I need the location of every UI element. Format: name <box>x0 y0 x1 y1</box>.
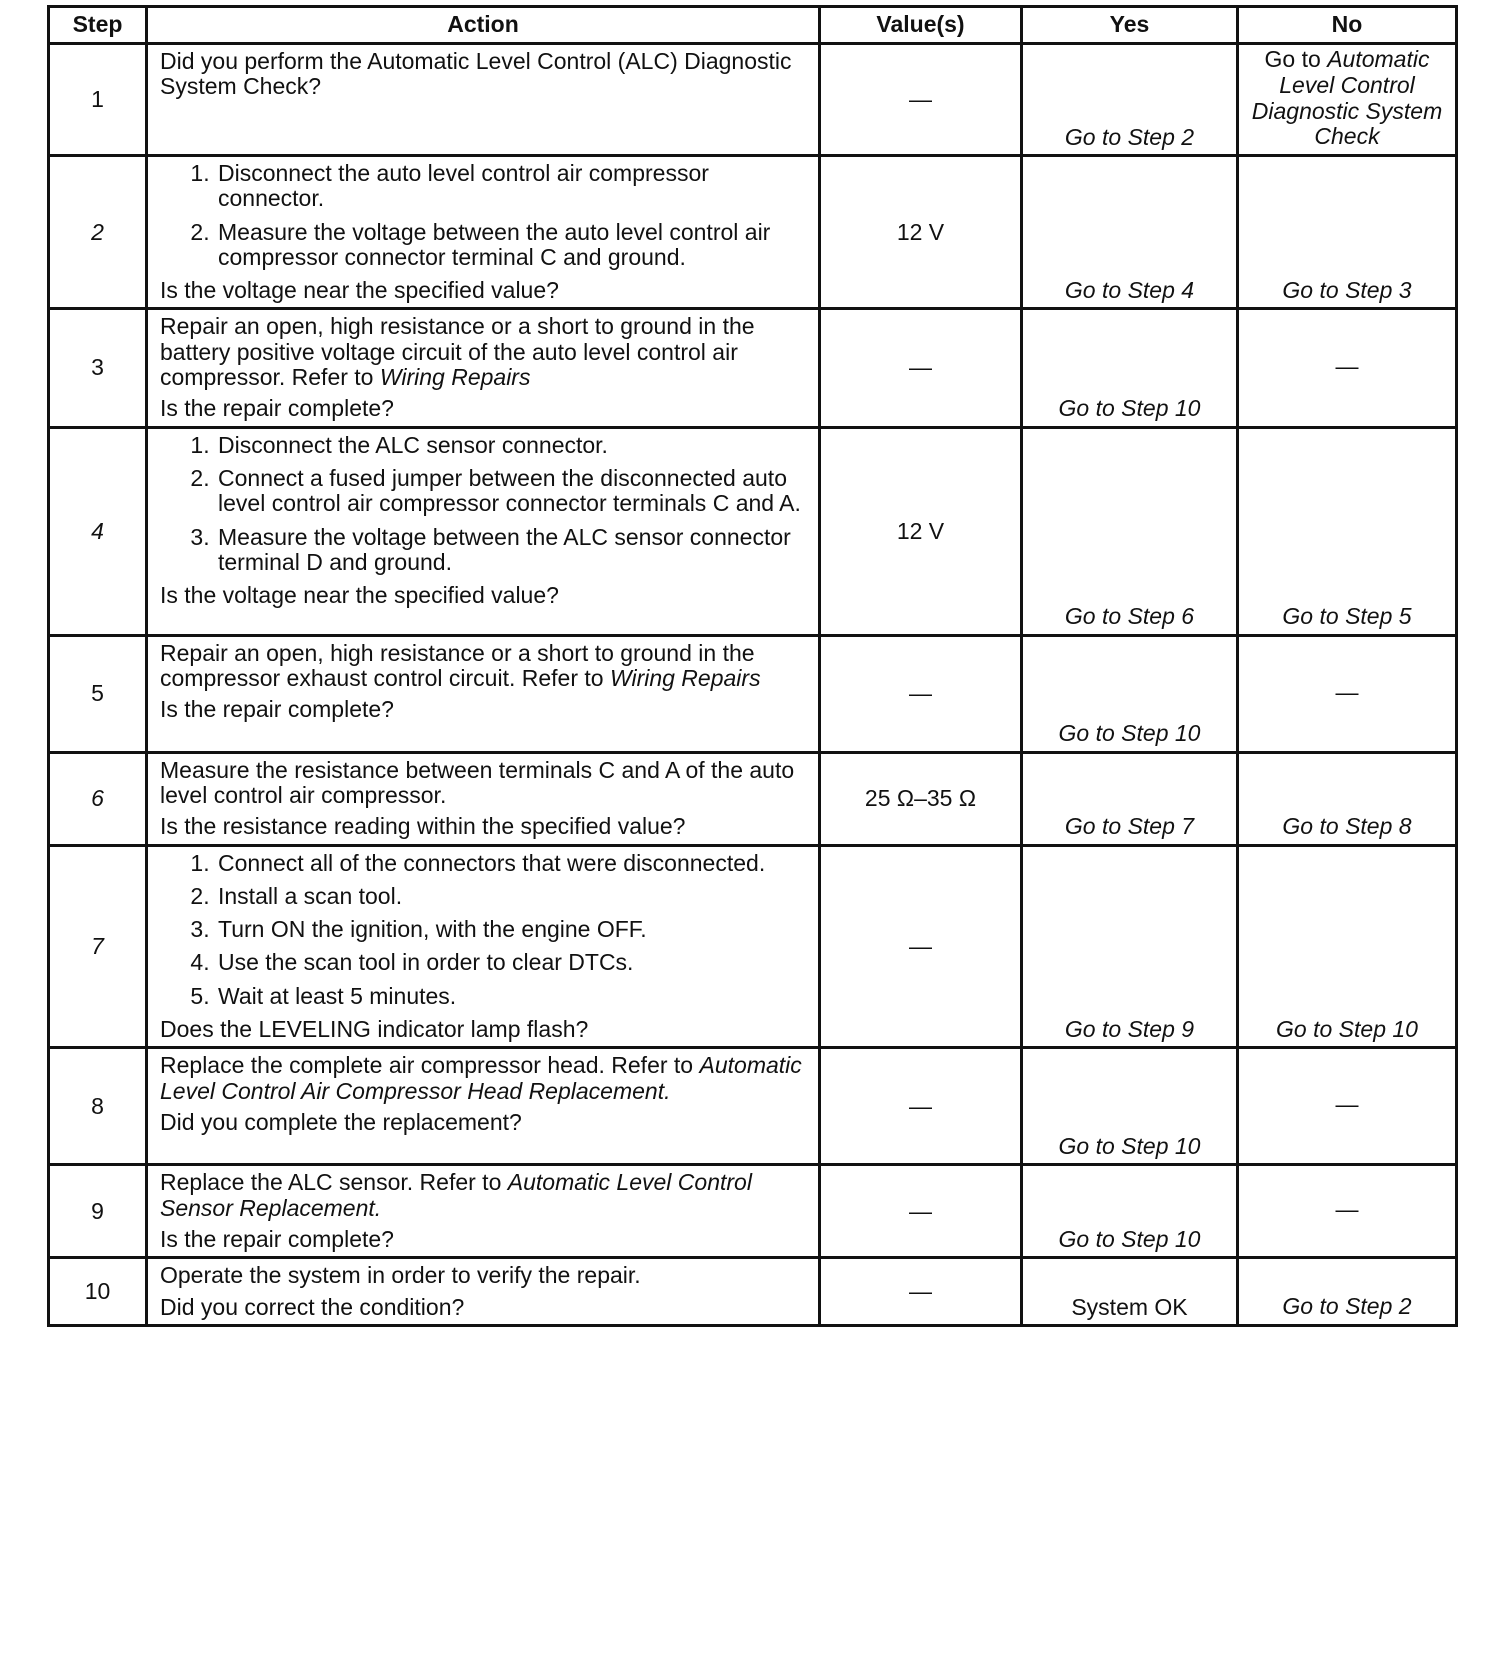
action-text-part: Wiring Repairs <box>379 364 531 391</box>
action-step-item: 2. Install a scan tool. <box>216 884 810 909</box>
step-number: 8 <box>49 1048 147 1165</box>
value-cell: — <box>820 44 1022 156</box>
action-question: Is the repair complete? <box>160 1225 394 1252</box>
no-text-part: — <box>1335 353 1359 380</box>
yes-cell <box>1022 845 1238 1048</box>
yes-cell <box>1022 44 1238 156</box>
step-number: 4 <box>49 427 147 635</box>
header-step: Step <box>49 7 147 44</box>
action-text <box>160 1263 810 1288</box>
action-step-item: 5. Wait at least 5 minutes. <box>216 984 810 1009</box>
action-text <box>160 314 810 390</box>
table-row <box>49 1048 1457 1165</box>
action-question: Is the voltage near the specified value? <box>160 277 559 304</box>
action-text <box>160 1053 810 1104</box>
no-cell <box>1238 1048 1457 1165</box>
value-cell: — <box>820 1258 1022 1326</box>
value-cell: — <box>820 1048 1022 1165</box>
action-text-part: Measure the resistance between terminals C and A of the auto level control air compressor. <box>160 756 795 808</box>
no-cell <box>1238 1258 1457 1326</box>
action-text-part: Wiring Repairs <box>609 664 761 691</box>
value-cell: — <box>820 1165 1022 1258</box>
action-question: Is the repair complete? <box>160 395 394 422</box>
value-cell: 12 V <box>820 156 1022 309</box>
no-text <box>1245 1092 1449 1118</box>
value-cell: 25 Ω–35 Ω <box>820 752 1022 845</box>
diagnostic-table <box>47 5 1458 1327</box>
yes-text: Go to Step 10 <box>1058 1225 1201 1252</box>
no-cell <box>1238 309 1457 427</box>
header-yes: Yes <box>1022 7 1238 44</box>
action-cell <box>147 427 820 635</box>
no-text-part: Go to Step 3 <box>1282 276 1412 303</box>
no-text <box>1245 814 1449 840</box>
no-text-part: Go to Step 10 <box>1276 1015 1418 1042</box>
table-row <box>49 1258 1457 1326</box>
action-cell <box>147 309 820 427</box>
action-cell <box>147 1258 820 1326</box>
action-step-item: 1. Disconnect the ALC sensor connector. <box>216 433 810 458</box>
yes-cell <box>1022 752 1238 845</box>
no-text <box>1245 604 1449 630</box>
action-cell <box>147 44 820 156</box>
step-number: 2 <box>49 156 147 309</box>
no-cell <box>1238 635 1457 752</box>
yes-text: Go to Step 4 <box>1064 277 1195 304</box>
header-no: No <box>1238 7 1457 44</box>
step-number: 3 <box>49 309 147 427</box>
action-step-item: 3. Measure the voltage between the ALC sensor connector terminal D and ground. <box>216 525 810 576</box>
table-row <box>49 44 1457 156</box>
no-text <box>1245 1197 1449 1223</box>
action-text <box>160 49 810 100</box>
no-cell <box>1238 752 1457 845</box>
yes-cell <box>1022 1258 1238 1326</box>
action-step-item: 3. Turn ON the ignition, with the engine OFF. <box>216 917 810 942</box>
action-question: Did you correct the condition? <box>160 1293 465 1320</box>
yes-cell <box>1022 156 1238 309</box>
no-text-part: Automatic Level Control Diagnostic System Check <box>1251 46 1443 150</box>
action-step-item: 2. Connect a fused jumper between the disconnected auto level control air compressor connector terminals C and A. <box>216 466 810 517</box>
action-text <box>160 758 810 809</box>
no-text-part: — <box>1335 1196 1359 1223</box>
value-cell: — <box>820 309 1022 427</box>
action-step-item: 1. Disconnect the auto level control air compressor connector. <box>216 161 810 212</box>
step-number: 10 <box>49 1258 147 1326</box>
action-question: Does the LEVELING indicator lamp flash? <box>160 1016 589 1043</box>
action-text <box>160 641 810 692</box>
action-question: Did you complete the replacement? <box>160 1108 522 1135</box>
action-steps-list <box>160 851 810 1009</box>
yes-text: System OK <box>1071 1293 1188 1320</box>
step-number: 5 <box>49 635 147 752</box>
no-text-part: Go to Step 5 <box>1282 602 1412 629</box>
action-steps-list <box>160 433 810 575</box>
yes-text: Go to Step 9 <box>1064 1016 1195 1043</box>
step-number: 9 <box>49 1165 147 1258</box>
action-question: Is the repair complete? <box>160 696 394 723</box>
no-text <box>1245 680 1449 706</box>
no-text-part: Go to Step 8 <box>1282 812 1412 839</box>
yes-text: Go to Step 7 <box>1064 813 1195 840</box>
yes-text: Go to Step 10 <box>1058 1133 1201 1160</box>
action-text-part: Repair an open, high resistance or a short to ground in the battery positive voltage circuit of the auto level control air compressor. Refer to <box>160 313 755 391</box>
table-row <box>49 1165 1457 1258</box>
action-step-item: 4. Use the scan tool in order to clear DTCs. <box>216 950 810 975</box>
action-text-part: Replace the complete air compressor head. Refer to <box>160 1052 700 1079</box>
no-text-part: Go to <box>1264 46 1328 72</box>
action-question: Is the resistance reading within the specified value? <box>160 813 686 840</box>
table-row <box>49 156 1457 309</box>
table-row <box>49 309 1457 427</box>
action-cell <box>147 635 820 752</box>
no-cell <box>1238 44 1457 156</box>
step-number: 7 <box>49 845 147 1048</box>
value-cell: — <box>820 845 1022 1048</box>
yes-cell <box>1022 635 1238 752</box>
table-row <box>49 635 1457 752</box>
action-cell <box>147 156 820 309</box>
value-cell: — <box>820 635 1022 752</box>
action-text <box>160 1170 810 1221</box>
header-values: Value(s) <box>820 7 1022 44</box>
header-action: Action <box>147 7 820 44</box>
action-step-item: 1. Connect all of the connectors that were disconnected. <box>216 851 810 876</box>
table-row <box>49 845 1457 1048</box>
no-text <box>1245 1294 1449 1320</box>
yes-text: Go to Step 2 <box>1064 123 1195 150</box>
no-cell <box>1238 156 1457 309</box>
no-cell <box>1238 427 1457 635</box>
table-row <box>49 752 1457 845</box>
header-row <box>49 7 1457 44</box>
table-row <box>49 427 1457 635</box>
no-text <box>1245 278 1449 304</box>
no-text <box>1245 354 1449 380</box>
action-cell <box>147 752 820 845</box>
value-cell: 12 V <box>820 427 1022 635</box>
yes-cell <box>1022 1048 1238 1165</box>
yes-text: Go to Step 10 <box>1058 720 1201 747</box>
yes-cell <box>1022 1165 1238 1258</box>
action-cell <box>147 845 820 1048</box>
action-text-part: Repair an open, high resistance or a short to ground in the compressor exhaust control circuit. Refer to <box>160 639 755 691</box>
no-cell <box>1238 845 1457 1048</box>
action-question: Is the voltage near the specified value? <box>160 582 559 609</box>
step-number: 1 <box>49 44 147 156</box>
action-text-part: Operate the system in order to verify the repair. <box>160 1262 641 1289</box>
no-text <box>1245 1017 1449 1043</box>
action-text-part: Replace the ALC sensor. Refer to <box>160 1169 508 1196</box>
action-cell <box>147 1048 820 1165</box>
action-text-part: Did you perform the Automatic Level Control (ALC) Diagnostic System Check? <box>160 48 792 100</box>
step-number: 6 <box>49 752 147 845</box>
action-step-item: 2. Measure the voltage between the auto level control air compressor connector terminal C and ground. <box>216 220 810 271</box>
action-steps-list <box>160 161 810 270</box>
no-text-part: Go to Step 2 <box>1282 1293 1412 1320</box>
no-text-part: — <box>1335 1091 1359 1118</box>
action-text-part: Automatic Level Control Air Compressor Head Replacement. <box>160 1052 802 1104</box>
no-cell <box>1238 1165 1457 1258</box>
yes-cell <box>1022 427 1238 635</box>
yes-text: Go to Step 6 <box>1064 603 1195 630</box>
action-text-part: Automatic Level Control Sensor Replacement. <box>160 1169 752 1221</box>
no-text-part: — <box>1335 678 1359 705</box>
action-cell <box>147 1165 820 1258</box>
yes-text: Go to Step 10 <box>1058 395 1201 422</box>
no-text <box>1245 47 1449 150</box>
yes-cell <box>1022 309 1238 427</box>
